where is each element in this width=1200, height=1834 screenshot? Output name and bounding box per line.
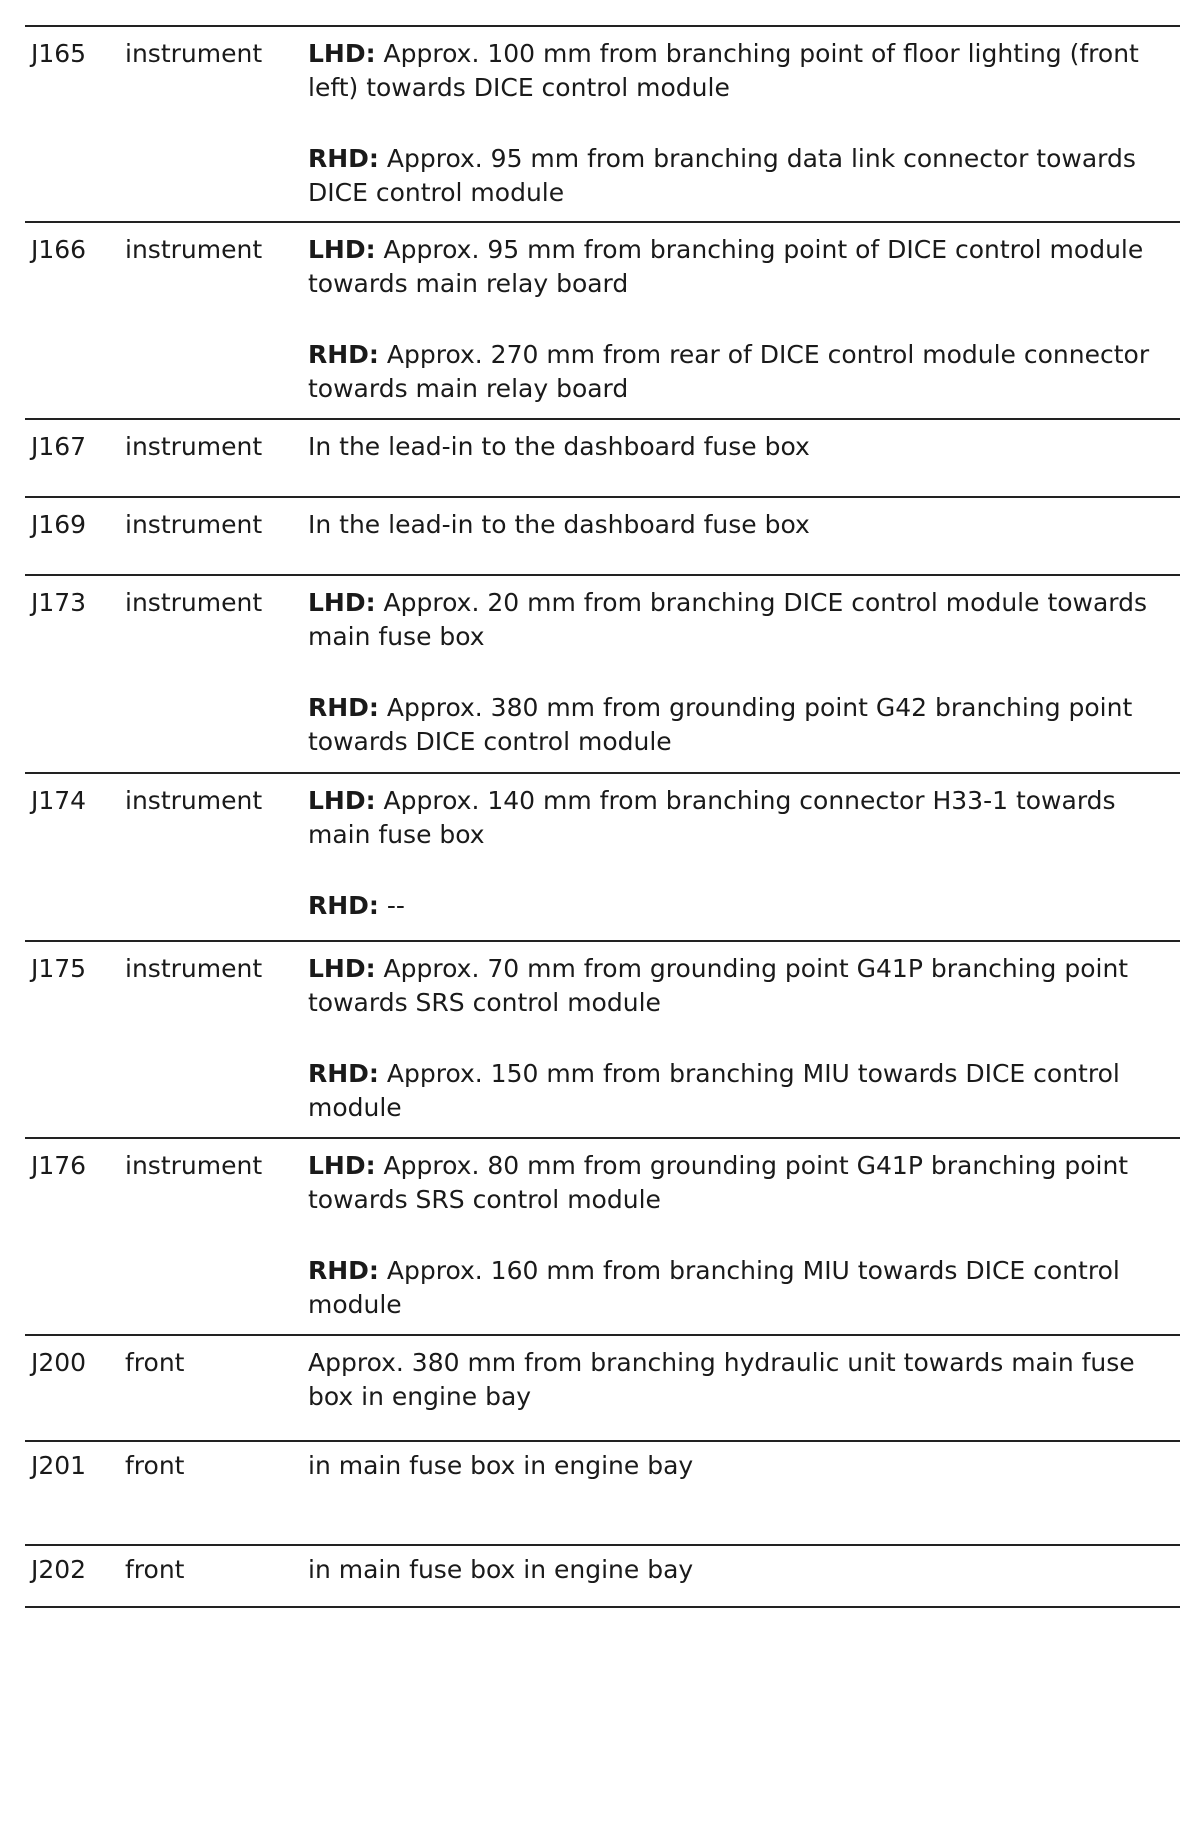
description-text: Approx. 380 mm from branching hydraulic unit towards main fuse box in engine bay bbox=[308, 1348, 1135, 1411]
description-text: Approx. 270 mm from rear of DICE control module connector towards main relay board bbox=[308, 340, 1150, 403]
splice-description bbox=[308, 1149, 1180, 1334]
drive-side-label: LHD: bbox=[308, 235, 376, 264]
description-text: Approx. 150 mm from branching MIU towards DICE control module bbox=[308, 1059, 1120, 1122]
description-text: in main fuse box in engine bay bbox=[308, 1555, 694, 1584]
harness-location: instrument bbox=[125, 786, 263, 815]
table-row bbox=[25, 774, 1180, 942]
harness-location: instrument bbox=[125, 588, 263, 617]
splice-code: J167 bbox=[31, 432, 87, 461]
table-row bbox=[25, 223, 1180, 420]
splice-description bbox=[308, 1553, 1180, 1606]
drive-side-label: RHD: bbox=[308, 1256, 379, 1285]
description-text: in main fuse box in engine bay bbox=[308, 1451, 694, 1480]
table-row bbox=[25, 498, 1180, 576]
description-text: Approx. 95 mm from branching point of DICE control module towards main relay board bbox=[308, 235, 1144, 298]
description-paragraph bbox=[308, 338, 1176, 406]
splice-code: J169 bbox=[31, 510, 87, 539]
description-paragraph bbox=[308, 37, 1176, 105]
description-paragraph bbox=[308, 889, 1176, 923]
description-paragraph bbox=[308, 691, 1176, 759]
description-paragraph bbox=[308, 952, 1176, 1020]
description-text: -- bbox=[378, 891, 405, 920]
splice-code: J201 bbox=[31, 1451, 87, 1480]
splice-description bbox=[308, 586, 1180, 772]
drive-side-label: LHD: bbox=[308, 1151, 376, 1180]
splice-description bbox=[308, 1449, 1180, 1544]
drive-side-label: LHD: bbox=[308, 39, 376, 68]
harness-location: front bbox=[125, 1348, 185, 1377]
table-row bbox=[25, 942, 1180, 1139]
description-paragraph bbox=[308, 1057, 1176, 1125]
splice-description bbox=[308, 37, 1180, 221]
harness-location: instrument bbox=[125, 1151, 263, 1180]
description-paragraph bbox=[308, 430, 1176, 464]
description-paragraph bbox=[308, 1149, 1176, 1217]
table-row bbox=[25, 576, 1180, 774]
splice-description bbox=[308, 1346, 1180, 1440]
splice-code: J176 bbox=[31, 1151, 87, 1180]
drive-side-label: RHD: bbox=[308, 144, 379, 173]
splice-description bbox=[308, 233, 1180, 418]
table-row bbox=[25, 27, 1180, 223]
splice-code: J202 bbox=[31, 1555, 87, 1584]
description-paragraph bbox=[308, 784, 1176, 852]
description-text: Approx. 20 mm from branching DICE control module towards main fuse box bbox=[308, 588, 1148, 651]
description-paragraph bbox=[308, 508, 1176, 542]
description-paragraph bbox=[308, 142, 1176, 210]
splice-description bbox=[308, 784, 1180, 940]
harness-location: instrument bbox=[125, 954, 263, 983]
description-paragraph bbox=[308, 586, 1176, 654]
table-row bbox=[25, 1442, 1180, 1546]
description-text: Approx. 80 mm from grounding point G41P branching point towards SRS control module bbox=[308, 1151, 1129, 1214]
harness-location: instrument bbox=[125, 510, 263, 539]
splice-description bbox=[308, 508, 1180, 574]
harness-location: instrument bbox=[125, 235, 263, 264]
description-paragraph bbox=[308, 233, 1176, 301]
drive-side-label: LHD: bbox=[308, 786, 376, 815]
drive-side-label: LHD: bbox=[308, 588, 376, 617]
table-row bbox=[25, 1546, 1180, 1608]
drive-side-label: LHD: bbox=[308, 954, 376, 983]
description-text: In the lead-in to the dashboard fuse box bbox=[308, 510, 810, 539]
description-paragraph bbox=[308, 1449, 1176, 1483]
splice-code: J173 bbox=[31, 588, 87, 617]
description-text: In the lead-in to the dashboard fuse box bbox=[308, 432, 810, 461]
drive-side-label: RHD: bbox=[308, 891, 379, 920]
description-paragraph bbox=[308, 1254, 1176, 1322]
splice-code: J200 bbox=[31, 1348, 87, 1377]
drive-side-label: RHD: bbox=[308, 340, 379, 369]
harness-location: front bbox=[125, 1555, 185, 1584]
harness-location: instrument bbox=[125, 39, 263, 68]
description-text: Approx. 100 mm from branching point of floor lighting (front left) towards DICE control module bbox=[308, 39, 1139, 102]
splice-code: J165 bbox=[31, 39, 87, 68]
description-text: Approx. 140 mm from branching connector H33-1 towards main fuse box bbox=[308, 786, 1116, 849]
description-text: Approx. 380 mm from grounding point G42 branching point towards DICE control module bbox=[308, 693, 1133, 756]
description-text: Approx. 160 mm from branching MIU towards DICE control module bbox=[308, 1256, 1120, 1319]
description-paragraph bbox=[308, 1553, 1176, 1587]
table-row bbox=[25, 1336, 1180, 1442]
drive-side-label: RHD: bbox=[308, 1059, 379, 1088]
table-row bbox=[25, 420, 1180, 498]
splice-code: J175 bbox=[31, 954, 87, 983]
splice-code: J174 bbox=[31, 786, 87, 815]
harness-location: front bbox=[125, 1451, 185, 1480]
description-paragraph bbox=[308, 1346, 1176, 1414]
description-text: Approx. 70 mm from grounding point G41P branching point towards SRS control module bbox=[308, 954, 1129, 1017]
splice-code: J166 bbox=[31, 235, 87, 264]
drive-side-label: RHD: bbox=[308, 693, 379, 722]
table-row bbox=[25, 1139, 1180, 1336]
splice-description bbox=[308, 430, 1180, 496]
description-text: Approx. 95 mm from branching data link connector towards DICE control module bbox=[308, 144, 1136, 207]
harness-location: instrument bbox=[125, 432, 263, 461]
splice-location-table bbox=[25, 25, 1180, 1608]
splice-description bbox=[308, 952, 1180, 1137]
